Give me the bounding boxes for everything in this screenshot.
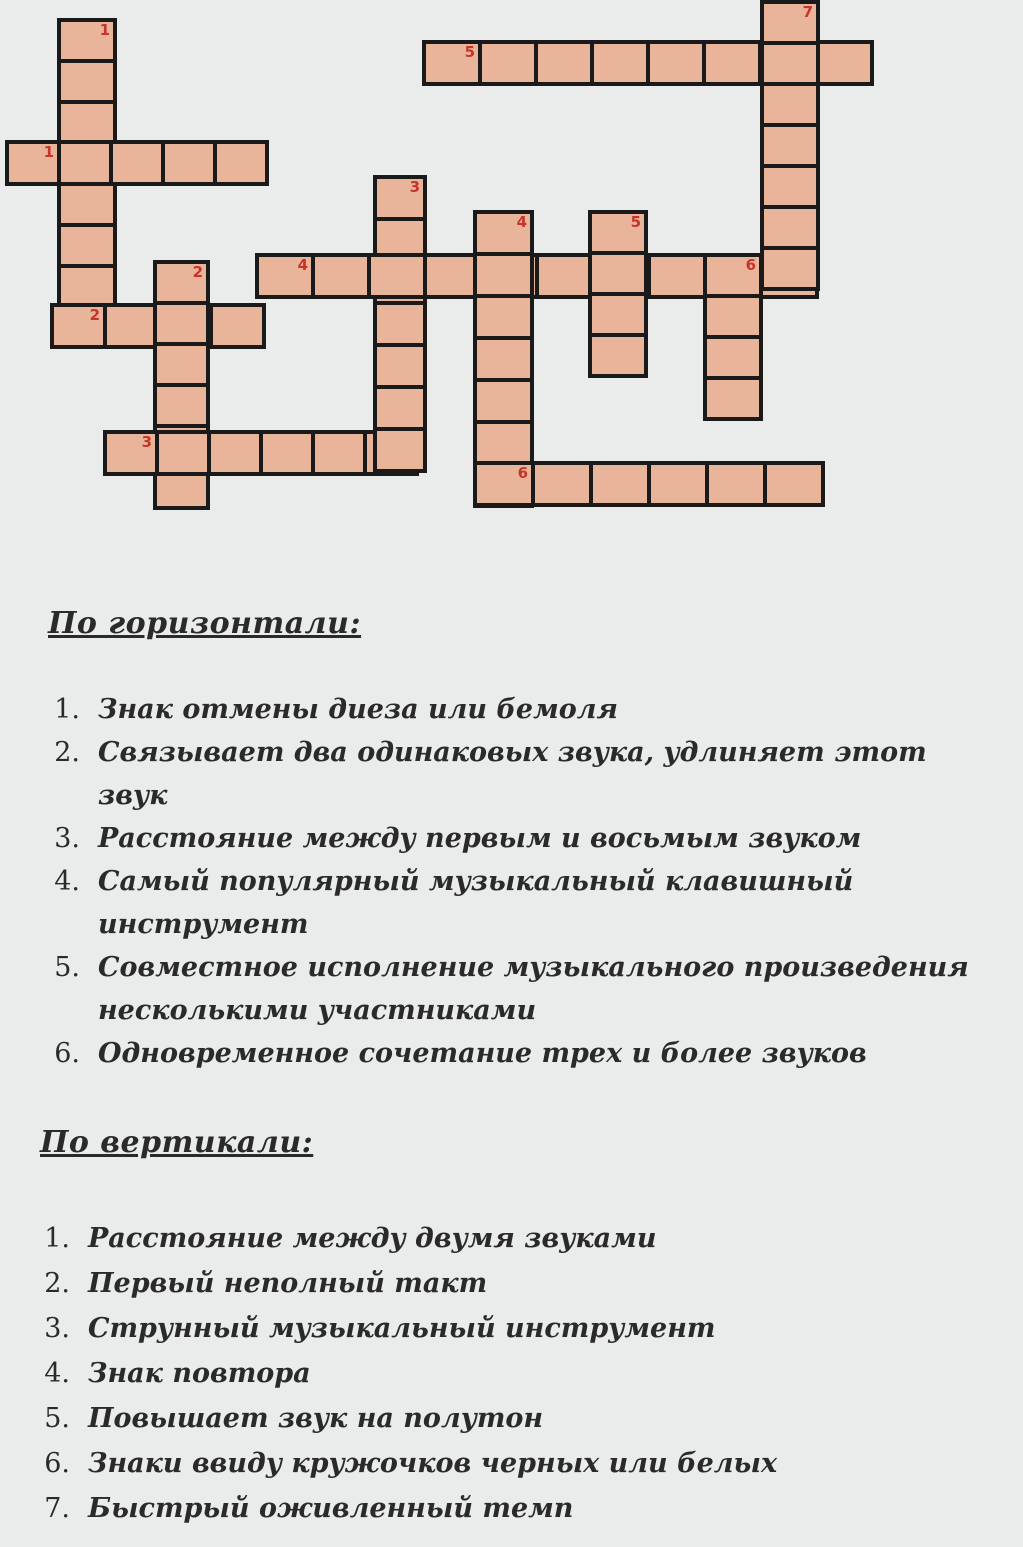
crossword-cell[interactable] [103,303,160,349]
clue-number-label: 6 [745,256,756,274]
clue-number: 4. [54,866,80,897]
vertical-heading: По вертикали: [40,1125,314,1160]
crossword-cell[interactable] [207,430,263,476]
clue-number: 2. [54,737,80,768]
clue-number-label: 2 [89,306,100,324]
clue-number-label: 2 [192,263,203,281]
clue-text: Повышает звук на полутон [88,1403,544,1434]
crossword-cell[interactable] [57,100,117,145]
clue-text: Струнный музыкальный инструмент [88,1313,716,1344]
clue-number-label: 6 [517,464,528,482]
clue-number-label: 4 [297,256,308,274]
crossword-cell[interactable] [161,140,217,186]
crossword-cell[interactable] [590,40,650,86]
crossword-cell[interactable] [153,383,210,428]
clue-text: Знаки ввиду кружочков черных или белых [88,1448,778,1479]
crossword-cell[interactable] [255,253,315,299]
crossword-cell[interactable] [588,210,648,255]
clue-number: 1. [54,694,80,725]
clue-text: Связывает два одинаковых звука, удлиняет этот звук [98,737,927,811]
crossword-cell[interactable] [760,41,820,86]
clue-number: 4. [44,1358,70,1389]
vertical-clues-list [0,1216,960,1531]
crossword-cell[interactable] [373,385,427,431]
crossword-grid [0,0,1023,560]
list-item [40,860,1005,946]
list-item [30,1306,960,1351]
crossword-cell[interactable] [153,260,210,305]
crossword-cell[interactable] [588,251,648,296]
crossword-cell[interactable] [760,205,820,250]
clue-text: Расстояние между первым и восьмым звуком [98,823,862,854]
crossword-cell[interactable] [647,253,707,299]
crossword-cell[interactable] [705,461,767,507]
crossword-cell[interactable] [760,0,820,45]
clue-text: Совместное исполнение музыкального произведения несколькими участниками [98,952,969,1026]
crossword-cell[interactable] [5,140,61,186]
crossword-cell[interactable] [473,294,534,340]
crossword-cell[interactable] [703,253,763,298]
crossword-cell[interactable] [259,430,315,476]
crossword-cell[interactable] [473,378,534,424]
crossword-cell[interactable] [50,303,107,349]
crossword-cell[interactable] [647,461,709,507]
crossword-cell[interactable] [473,210,534,256]
crossword-cell[interactable] [311,253,371,299]
crossword-cell[interactable] [57,140,113,186]
crossword-cell[interactable] [760,164,820,209]
crossword-cell[interactable] [473,252,534,298]
clue-number-label: 4 [516,213,527,231]
crossword-cell[interactable] [153,342,210,387]
crossword-cell[interactable] [373,175,427,221]
list-item [30,1216,960,1261]
crossword-cell[interactable] [153,301,210,346]
crossword-cell[interactable] [646,40,706,86]
crossword-cell[interactable] [57,223,117,268]
crossword-cell[interactable] [57,59,117,104]
crossword-cell[interactable] [213,140,269,186]
clue-number: 6. [44,1448,70,1479]
crossword-cell[interactable] [373,301,427,347]
crossword-cell[interactable] [57,182,117,227]
list-item [40,1032,1005,1075]
list-item [30,1261,960,1306]
clue-number: 6. [54,1038,80,1069]
clue-text: Первый неполный такт [88,1268,488,1299]
clue-number-label: 5 [630,213,641,231]
clue-number: 1. [44,1223,70,1254]
crossword-cell[interactable] [311,430,367,476]
crossword-cell[interactable] [209,303,266,349]
crossword-cell[interactable] [109,140,165,186]
crossword-cell[interactable] [367,253,427,299]
crossword-cell[interactable] [422,40,482,86]
horizontal-heading: По горизонтали: [48,606,362,641]
clue-text: Знак повтора [88,1358,311,1389]
crossword-cell[interactable] [373,427,427,473]
list-item [40,817,1005,860]
list-item [30,1486,960,1531]
list-item [30,1441,960,1486]
clue-number: 3. [44,1313,70,1344]
list-item [30,1351,960,1396]
clue-number-label: 3 [141,433,152,451]
clue-number: 5. [44,1403,70,1434]
clue-text: Быстрый оживленный темп [88,1493,574,1524]
list-item [30,1396,960,1441]
clue-number-label: 7 [802,3,813,21]
horizontal-clues-list [0,688,1005,1075]
clue-text: Расстояние между двумя звуками [88,1223,657,1254]
clue-number-label: 1 [99,21,110,39]
clue-number-label: 5 [464,43,475,61]
crossword-cell[interactable] [763,461,825,507]
clue-number: 7. [44,1493,70,1524]
crossword-cell[interactable] [702,40,762,86]
crossword-cell[interactable] [760,123,820,168]
crossword-cell[interactable] [703,294,763,339]
clue-text: Самый популярный музыкальный клавишный инструмент [98,866,854,940]
clue-number-label: 1 [43,143,54,161]
crossword-cell[interactable] [703,335,763,380]
list-item [40,731,1005,817]
crossword-cell[interactable] [760,246,820,291]
crossword-cell[interactable] [535,253,595,299]
crossword-cell[interactable] [588,292,648,337]
crossword-cell[interactable] [155,430,211,476]
clue-number: 3. [54,823,80,854]
clue-text: Одновременное сочетание трех и более звуков [98,1038,867,1069]
clue-number-label: 3 [409,178,420,196]
crossword-cell[interactable] [760,82,820,127]
list-item [40,946,1005,1032]
crossword-cell[interactable] [814,40,874,86]
crossword-cell[interactable] [57,18,117,63]
crossword-cell[interactable] [531,461,593,507]
clue-number: 5. [54,952,80,983]
clue-number: 2. [44,1268,70,1299]
crossword-cell[interactable] [534,40,594,86]
crossword-cell[interactable] [473,461,535,507]
crossword-cell[interactable] [589,461,651,507]
crossword-cell[interactable] [478,40,538,86]
crossword-cell[interactable] [703,376,763,421]
crossword-cell[interactable] [103,430,159,476]
crossword-cell[interactable] [473,336,534,382]
list-item [40,688,1005,731]
clue-text: Знак отмены диеза или бемоля [98,694,619,725]
crossword-cell[interactable] [473,420,534,466]
crossword-cell[interactable] [588,333,648,378]
crossword-cell[interactable] [373,343,427,389]
